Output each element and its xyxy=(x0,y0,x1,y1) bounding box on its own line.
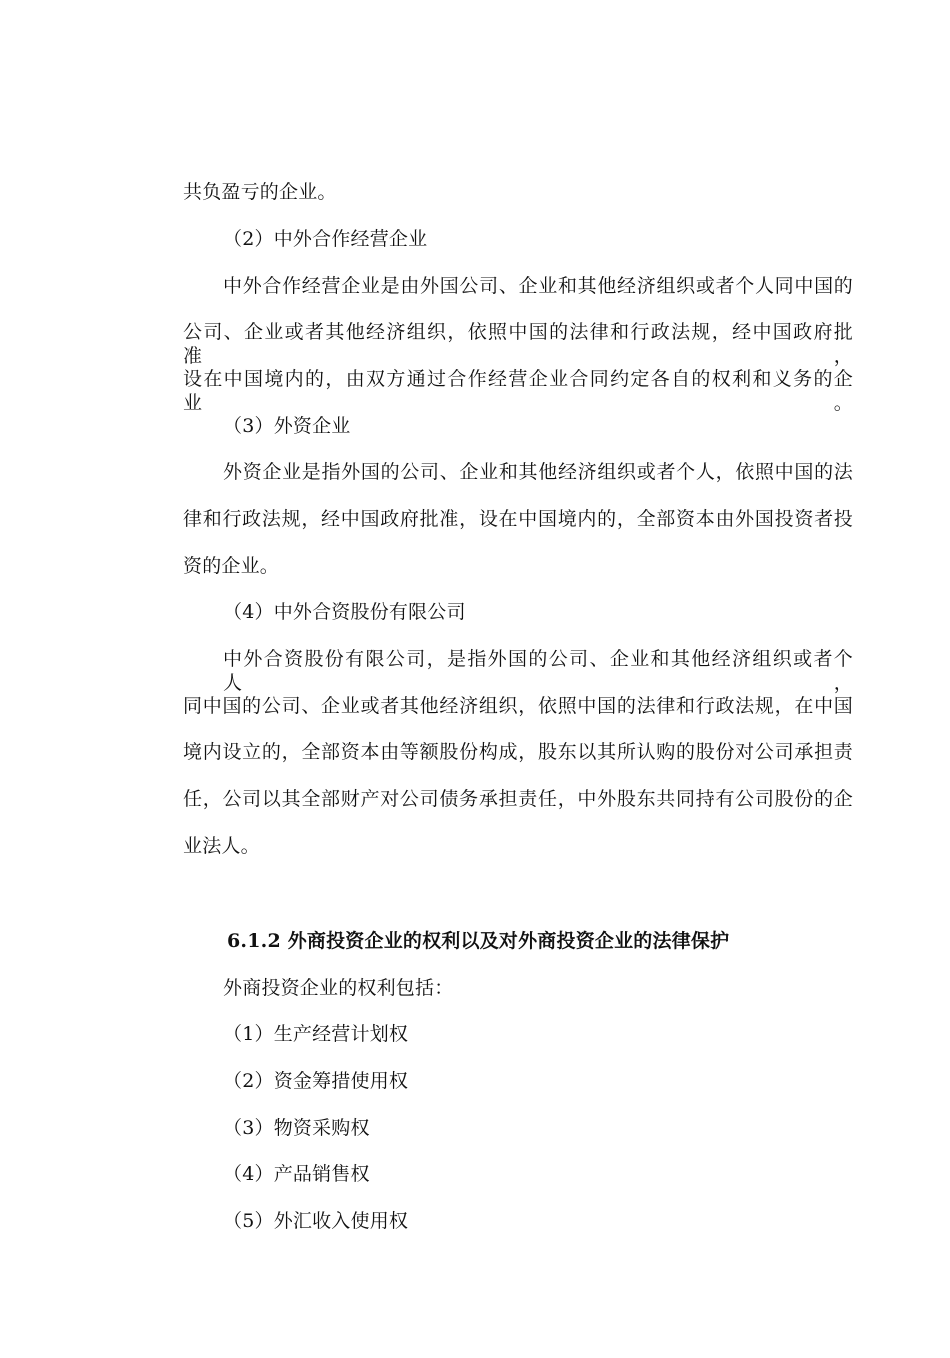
paragraph-line: 设在中国境内的，由双方通过合作经营企业合同约定各自的权利和义务的企业。 xyxy=(183,368,853,414)
rights-list-item: （4）产品销售权 xyxy=(223,1163,370,1185)
paragraph-line: 资的企业。 xyxy=(183,555,280,577)
rights-list-item: （1）生产经营计划权 xyxy=(223,1023,409,1045)
item-title-foreign-owned: （3）外资企业 xyxy=(223,415,351,437)
paragraph-line: 中外合作经营企业是由外国公司、企业和其他经济组织或者个人同中国的 xyxy=(223,275,853,297)
paragraph-line: 律和行政法规，经中国政府批准，设在中国境内的，全部资本由外国投资者投 xyxy=(183,508,853,530)
paragraph-line: 境内设立的，全部资本由等额股份构成，股东以其所认购的股份对公司承担责 xyxy=(183,741,853,763)
paragraph-line: 同中国的公司、企业或者其他经济组织，依照中国的法律和行政法规，在中国 xyxy=(183,695,853,717)
rights-list-item: （2）资金筹措使用权 xyxy=(223,1070,409,1092)
paragraph-line: 任，公司以其全部财产对公司债务承担责任，中外股东共同持有公司股份的企 xyxy=(183,788,853,810)
paragraph-line: 共负盈亏的企业。 xyxy=(183,181,337,203)
paragraph-line: 公司、企业或者其他经济组织，依照中国的法律和行政法规，经中国政府批准， xyxy=(183,321,853,367)
item-title-cooperative: （2）中外合作经营企业 xyxy=(223,228,428,250)
section-intro: 外商投资企业的权利包括： xyxy=(223,977,454,999)
section-heading: 6.1.2 外商投资企业的权利以及对外商投资企业的法律保护 xyxy=(227,930,730,952)
paragraph-line: 外资企业是指外国的公司、企业和其他经济组织或者个人，依照中国的法 xyxy=(223,461,853,483)
item-title-joint-stock: （4）中外合资股份有限公司 xyxy=(223,601,466,623)
rights-list-item: （3）物资采购权 xyxy=(223,1117,370,1139)
paragraph-line: 业法人。 xyxy=(183,835,260,857)
rights-list-item: （5）外汇收入使用权 xyxy=(223,1210,409,1232)
paragraph-line: 中外合资股份有限公司，是指外国的公司、企业和其他经济组织或者个人， xyxy=(223,648,853,694)
